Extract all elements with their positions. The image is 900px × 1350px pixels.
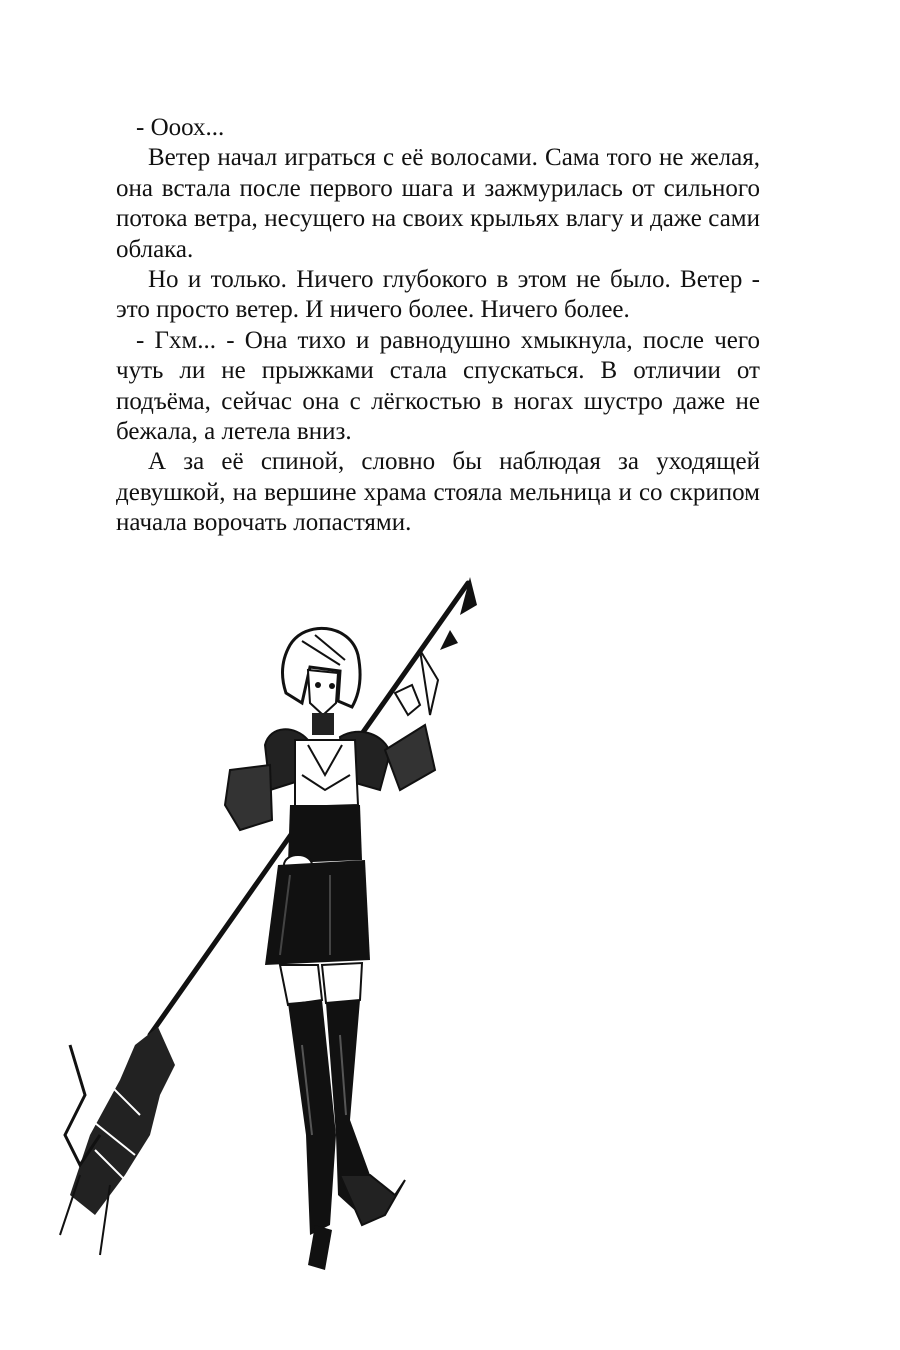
page-text bbox=[116, 113, 760, 539]
figure-girl-icon bbox=[225, 628, 435, 1270]
paragraph-dialogue-1: - Ооох... bbox=[136, 114, 225, 141]
paragraph-narration-1: Ветер начал играться с её волосами. Сама того не желая, она встала после первого шага и зажмурилась от сильного потока ветра, несущего на своих крыльях влагу и даже сами облака. bbox=[116, 144, 760, 263]
paragraph-narration-3: А за её спиной, словно бы наблюдая за уходящей девушкой, на вершине храма стояла мельница и со скрипом начала ворочать лопастями. bbox=[116, 448, 760, 537]
paragraph-narration-2: Но и только. Ничего глубокого в этом не было. Ветер - это просто ветер. И ничего более. Ничего более. bbox=[116, 266, 760, 324]
illustration-girl-with-halberd bbox=[40, 575, 520, 1275]
halberd-icon bbox=[60, 577, 477, 1255]
paragraph-dialogue-2: - Гхм... - Она тихо и равнодушно хмыкнула, после чего чуть ли не прыжками стала спускаться. В отличии от подъёма, сейчас она с лёгкостью в ногах шустро даже не бежала, а летела вниз. bbox=[116, 326, 760, 446]
